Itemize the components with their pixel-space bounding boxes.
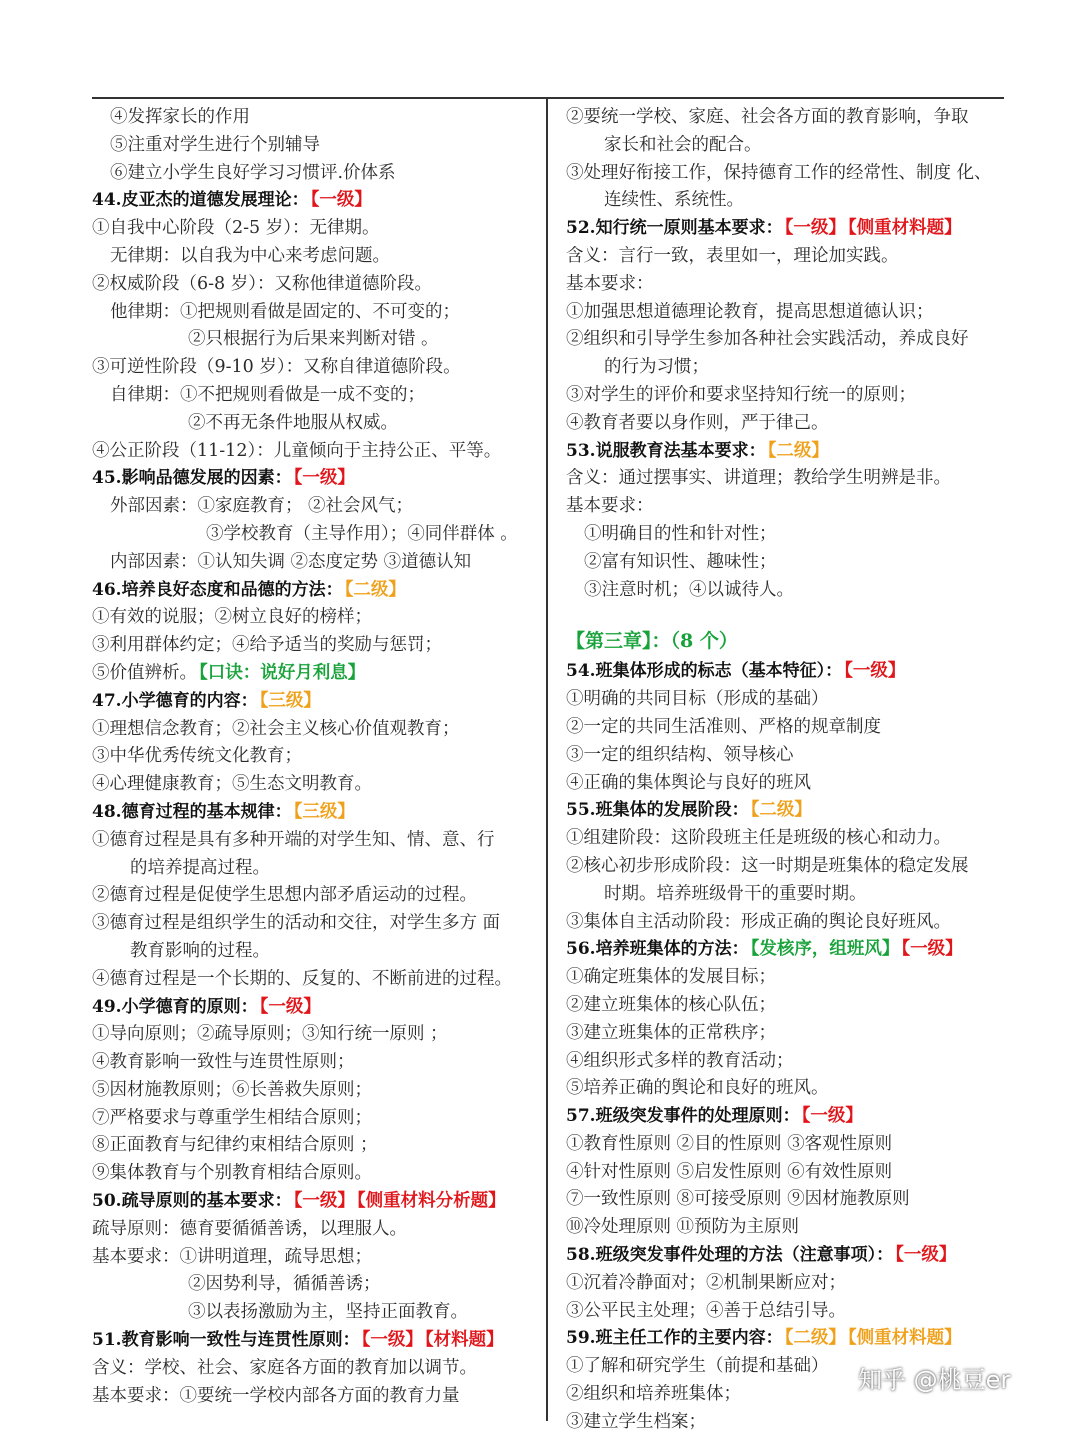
section-heading-line: [566, 438, 1006, 466]
section-heading: 48.德育过程的基本规律：: [92, 801, 292, 822]
text-line: 的行为习惯；: [604, 357, 709, 378]
text-line: ⑤因材施教原则；⑥长善救失原则；: [92, 1079, 372, 1100]
section-heading-line: [92, 994, 540, 1022]
content-line: [92, 938, 540, 966]
level-tag: 【一级】: [784, 218, 846, 239]
text-line: ①了解和研究学生（前提和基础）: [566, 1356, 829, 1377]
text-line: ④教育者要以身作则，严于律己。: [566, 412, 829, 433]
text-line: ④公正阶段（11-12）：儿童倾向于主持公正、平等。: [92, 440, 502, 461]
text-line: 教育影响的过程。: [130, 940, 270, 961]
top-rule: [92, 97, 1004, 99]
content-line: [92, 382, 540, 410]
content-line: [92, 160, 540, 188]
level-tag: 【口诀：说好月利息】: [199, 662, 366, 683]
level-tag: 【侧重材料题】: [847, 1328, 962, 1349]
content-line: [92, 1160, 540, 1188]
text-line: 含义：言行一致，表里如一，理论加实践。: [566, 245, 899, 266]
level-tag: 【三级】: [259, 690, 321, 711]
column-divider: [546, 98, 548, 1421]
content-line: [566, 521, 1006, 549]
section-heading: 53.说服教育法基本要求：: [566, 440, 766, 461]
content-line: [566, 1131, 1006, 1159]
level-tag: 【一级】: [895, 1245, 957, 1266]
text-line: ④德育过程是一个长期的、反复的、不断前进的过程。: [92, 968, 512, 989]
section-heading: 58.班级突发事件处理的方法（注意事项）：: [566, 1245, 894, 1266]
content-line: [92, 1049, 540, 1077]
text-line: ①导向原则；②疏导原则；③知行统一原则 ；: [92, 1024, 448, 1045]
section-heading: 57.班级突发事件的处理原则：: [566, 1106, 800, 1127]
section-heading: 49.小学德育的原则：: [92, 996, 258, 1017]
content-line: [566, 577, 1006, 605]
content-line: [566, 465, 1006, 493]
content-line: [92, 493, 540, 521]
content-line: [92, 910, 540, 938]
content-line: [92, 354, 540, 382]
content-line: [92, 1077, 540, 1105]
content-line: [566, 1270, 1006, 1298]
section-heading: 46.培养良好态度和品德的方法：: [92, 579, 343, 600]
section-heading: 50.疏导原则的基本要求：: [92, 1191, 292, 1212]
level-tag: 【一级】: [310, 190, 372, 211]
section-heading-line: [92, 577, 540, 605]
level-tag: 【材料题】: [424, 1330, 504, 1351]
text-line: ②德育过程是促使学生思想内部矛盾运动的过程。: [92, 885, 477, 906]
text-line: ③公平民主处理；④善于总结引导。: [566, 1300, 846, 1321]
text-line: ⑥建立小学生良好学习习惯评.价体系: [110, 162, 396, 183]
content-line: [566, 714, 1006, 742]
content-line: [92, 1216, 540, 1244]
section-heading: 56.培养班集体的方法：: [566, 939, 749, 960]
content-line: [92, 1105, 540, 1133]
text-line: 基本要求：①要统一学校内部各方面的教育力量: [92, 1385, 460, 1406]
content-line: [92, 1299, 540, 1327]
text-line: ①加强思想道德理论教育，提高思想道德认识；: [566, 301, 934, 322]
text-line: ④心理健康教育；⑤生态文明教育。: [92, 774, 372, 795]
section-heading: 55.班集体的发展阶段：: [566, 800, 749, 821]
text-line: ③集体自主活动阶段：形成正确的舆论良好班风。: [566, 911, 951, 932]
content-line: [566, 992, 1006, 1020]
content-line: [566, 1048, 1006, 1076]
text-line: ④正确的集体舆论与良好的班风: [566, 772, 811, 793]
text-line: ①明确的共同目标（形成的基础）: [566, 689, 829, 710]
section-heading-line: [566, 1103, 1006, 1131]
content-line: [92, 549, 540, 577]
text-line: 的培养提高过程。: [130, 857, 270, 878]
content-line: [566, 1159, 1006, 1187]
text-line: ⑩冷处理原则 ⑪预防为主原则: [566, 1217, 800, 1238]
content-line: [566, 909, 1006, 937]
section-heading-line: [92, 465, 540, 493]
text-line: ①组建阶段：这阶段班主任是班级的核心和动力。: [566, 828, 951, 849]
text-line: ③中华优秀传统文化教育；: [92, 746, 302, 767]
content-line: [92, 743, 540, 771]
level-tag: 【侧重材料题】: [847, 218, 962, 239]
text-line: ②组织和培养班集体；: [566, 1384, 741, 1405]
content-line: [566, 1075, 1006, 1103]
text-line: 基本要求：: [566, 273, 654, 294]
text-line: ⑦一致性原则 ⑧可接受原则 ⑨因材施教原则: [566, 1189, 910, 1210]
content-line: [92, 1244, 540, 1272]
content-line: [566, 410, 1006, 438]
content-line: [566, 493, 1006, 521]
section-heading-line: [92, 1188, 540, 1216]
content-line: [92, 1132, 540, 1160]
content-line: [566, 104, 1006, 132]
text-line: ②要统一学校、家庭、社会各方面的教育影响，争取: [566, 107, 969, 127]
section-heading: 52.知行统一原则基本要求：: [566, 218, 783, 239]
content-line: [566, 770, 1006, 798]
text-line: ⑤价值辨析。: [92, 662, 197, 683]
text-line: 含义：通过摆事实、讲道理；教给学生明辨是非。: [566, 468, 951, 489]
section-heading-line: [566, 797, 1006, 825]
text-line: ④组织形式多样的教育活动；: [566, 1050, 794, 1071]
content-line: [566, 382, 1006, 410]
level-tag: 【二级】: [750, 800, 812, 821]
text-line: ③以表扬激励为主，坚持正面教育。: [188, 1302, 468, 1323]
content-line: [566, 1020, 1006, 1048]
level-tag: 【一级】: [293, 468, 355, 489]
text-line: 基本要求：: [566, 496, 654, 517]
content-line: [566, 271, 1006, 299]
content-line: [566, 1186, 1006, 1214]
text-line: 疏导原则：德育要循循善诱，以理服人。: [92, 1218, 407, 1239]
text-line: 他律期：①把规则看做是固定的、不可变的；: [110, 301, 460, 322]
text-line: ③一定的组织结构、领导核心: [566, 744, 794, 765]
level-tag: 【一级】: [901, 939, 963, 960]
text-line: ①德育过程是具有多种开端的对学生知、情、意、行: [92, 829, 495, 850]
text-line: ⑧正面教育与纪律约束相结合原则 ；: [92, 1135, 378, 1156]
section-heading: 45.影响品德发展的因素：: [92, 468, 292, 489]
content-line: [92, 243, 540, 271]
chapter-heading: 【第三章】：（8 个）: [566, 630, 738, 653]
text-line: ⑤培养正确的舆论和良好的班风。: [566, 1078, 829, 1099]
section-heading: 54.班集体形成的标志（基本特征）：: [566, 661, 843, 682]
section-heading-line: [566, 215, 1006, 243]
content-line: [566, 1214, 1006, 1242]
text-line: ①有效的说服；②树立良好的榜样；: [92, 607, 372, 628]
text-line: ③处理好衔接工作，保持德育工作的经常性、制度 化、: [566, 162, 992, 183]
content-line: [92, 604, 540, 632]
content-line: [92, 1355, 540, 1383]
content-line: [92, 1383, 540, 1411]
content-line: [92, 1271, 540, 1299]
text-line: ⑤注重对学生进行个别辅导: [110, 134, 320, 155]
content-line: [92, 716, 540, 744]
section-heading: 44.皮亚杰的道德发展理论：: [92, 190, 309, 211]
text-line: 自律期：①不把规则看做是一成不变的；: [110, 384, 425, 405]
content-line: [92, 410, 540, 438]
section-heading-line: [566, 936, 1006, 964]
content-line: [92, 966, 540, 994]
content-line: [566, 132, 1006, 160]
text-line: ⑦严格要求与尊重学生相结合原则；: [92, 1107, 372, 1128]
content-line: [566, 326, 1006, 354]
text-line: ③利用群体约定；④给予适当的奖励与惩罚；: [92, 635, 442, 656]
right-column: [566, 104, 1006, 1437]
text-line: ③德育过程是组织学生的活动和交往，对学生多方 面: [92, 913, 501, 934]
text-line: 时期。培养班级骨干的重要时期。: [604, 883, 867, 904]
content-line: [92, 326, 540, 354]
text-line: 基本要求：①讲明道理，疏导思想；: [92, 1246, 372, 1267]
content-line: [566, 243, 1006, 271]
content-line: [92, 132, 540, 160]
content-line: [92, 104, 540, 132]
content-line: [566, 964, 1006, 992]
text-line: ②因势利导，循循善诱；: [188, 1274, 381, 1295]
level-tag: 【一级】: [844, 661, 906, 682]
text-line: ④教育影响一致性与连贯性原则；: [92, 1052, 355, 1073]
text-line: ③可逆性阶段（9-10 岁）：又称自律道德阶段。: [92, 357, 461, 378]
section-heading-line: [566, 1325, 1006, 1353]
text-line: ②核心初步形成阶段：这一时期是班集体的稳定发展: [566, 855, 969, 876]
content-line: [566, 1409, 1006, 1437]
text-line: ③学校教育（主导作用）；④同伴群体 。: [206, 523, 518, 544]
content-line: [566, 881, 1006, 909]
section-heading-line: [92, 799, 540, 827]
level-tag: 【侧重材料分析题】: [356, 1191, 506, 1212]
section-heading: 59.班主任工作的主要内容：: [566, 1328, 783, 1349]
text-line: ②不再无条件地服从权威。: [188, 412, 398, 433]
text-line: ④发挥家长的作用: [110, 107, 250, 127]
content-line: [566, 354, 1006, 382]
text-line: 外部因素：①家庭教育； ②社会风气；: [110, 496, 414, 517]
content-line: [92, 521, 540, 549]
text-line: ②一定的共同生活准则、严格的规章制度: [566, 716, 881, 737]
content-line: [92, 771, 540, 799]
section-heading: 47.小学德育的内容：: [92, 690, 258, 711]
level-tag: 【二级】: [784, 1328, 846, 1349]
watermark: 知乎 @桃豆er: [858, 1366, 1011, 1394]
level-tag: 【一级】: [293, 1191, 355, 1212]
section-heading-line: [566, 1242, 1006, 1270]
level-tag: 【一级】: [801, 1106, 863, 1127]
content-line: [92, 855, 540, 883]
section-heading-line: [566, 658, 1006, 686]
content-line: [566, 160, 1006, 188]
level-tag: 【一级】: [259, 996, 321, 1017]
content-line: [92, 271, 540, 299]
content-line: [566, 825, 1006, 853]
text-line: ③注意时机；④以诚待人。: [584, 579, 794, 600]
left-column: [92, 104, 540, 1410]
text-line: 内部因素：①认知失调 ②态度定势 ③道德认知: [110, 551, 472, 572]
section-heading-line: [92, 187, 540, 215]
content-line: [566, 299, 1006, 327]
level-tag: 【一级】: [361, 1330, 423, 1351]
content-line: [92, 882, 540, 910]
text-line: 无律期：以自我为中心来考虑问题。: [110, 245, 390, 266]
text-line: ③建立学生档案；: [566, 1411, 706, 1432]
text-line: ①教育性原则 ②目的性原则 ③客观性原则: [566, 1133, 893, 1154]
content-line: [92, 215, 540, 243]
text-line: ①沉着冷静面对；②机制果断应对；: [566, 1272, 846, 1293]
text-line: ②权威阶段（6-8 岁）：又称他律道德阶段。: [92, 273, 432, 294]
content-line: [92, 632, 540, 660]
text-line: ①确定班集体的发展目标；: [566, 967, 776, 988]
text-line: ①明确目的性和针对性；: [584, 523, 777, 544]
content-line: [566, 742, 1006, 770]
content-line: [92, 1021, 540, 1049]
text-line: ②富有知识性、趣味性；: [584, 551, 777, 572]
text-line: ①理想信念教育；②社会主义核心价值观教育；: [92, 718, 460, 739]
level-tag: 【二级】: [767, 440, 829, 461]
section-heading-line: [92, 1327, 540, 1355]
content-line: [92, 827, 540, 855]
section-heading-line: [92, 688, 540, 716]
text-line: ①自我中心阶段（2-5 岁）：无律期。: [92, 218, 380, 239]
text-line: ②只根据行为后果来判断对错 。: [188, 329, 439, 350]
text-line: ③对学生的评价和要求坚持知行统一的原则；: [566, 384, 916, 405]
text-line: ②组织和引导学生参加各种社会实践活动，养成良好: [566, 329, 969, 350]
level-tag: 【二级】: [344, 579, 406, 600]
level-tag: 【发核序，组班风】: [750, 939, 900, 960]
text-line: 含义：学校、社会、家庭各方面的教育加以调节。: [92, 1357, 477, 1378]
content-line: [566, 187, 1006, 215]
text-line: ⑨集体教育与个别教育相结合原则。: [92, 1163, 372, 1184]
content-line: [92, 438, 540, 466]
content-line: [92, 299, 540, 327]
content-line: [566, 686, 1006, 714]
text-line: 连续性、系统性。: [604, 190, 744, 211]
level-tag: 【三级】: [293, 801, 355, 822]
text-line: 家长和社会的配合。: [604, 134, 762, 155]
content-line: [566, 1298, 1006, 1326]
text-line: ④针对性原则 ⑤启发性原则 ⑥有效性原则: [566, 1161, 893, 1182]
content-line: [566, 549, 1006, 577]
text-line: ③建立班集体的正常秩序；: [566, 1022, 776, 1043]
text-line: ②建立班集体的核心队伍；: [566, 994, 776, 1015]
section-heading: 51.教育影响一致性与连贯性原则：: [92, 1330, 360, 1351]
content-line: [566, 853, 1006, 881]
content-line: [92, 660, 540, 688]
